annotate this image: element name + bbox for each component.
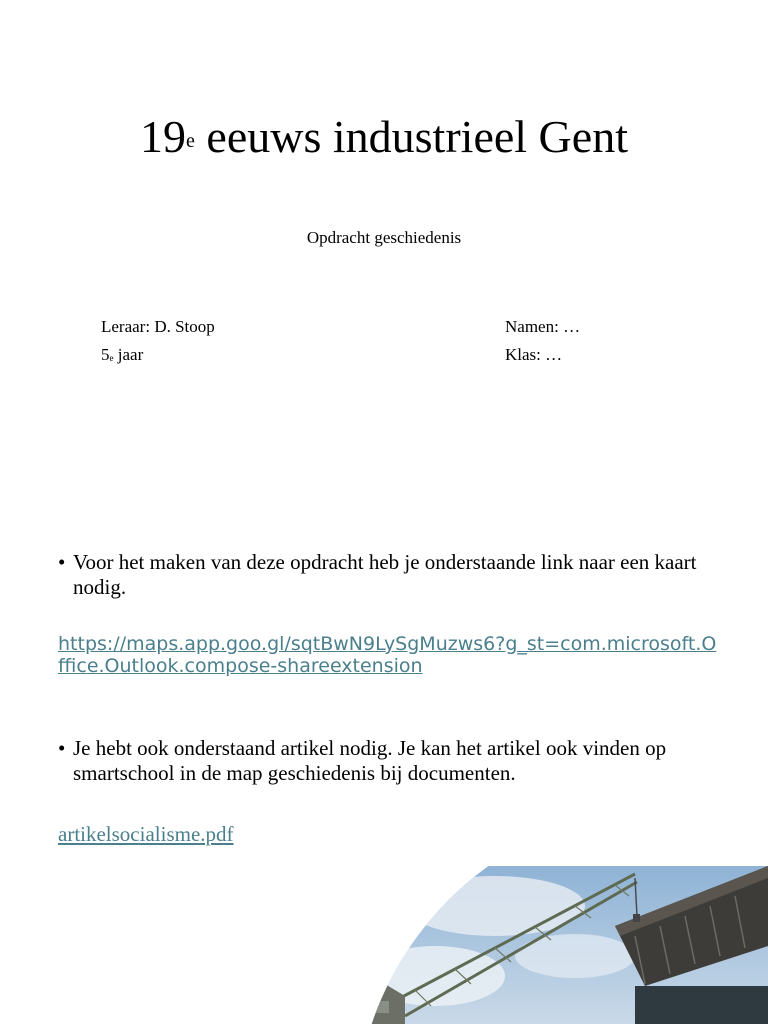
map-link[interactable]: https://maps.app.goo.gl/sqtBwN9LySgMuzws6?g_st=com.microsoft.Office.Outlook.compose-shareextension — [58, 633, 717, 677]
class-field: Klas: … — [505, 345, 563, 364]
subtitle: Opdracht geschiedenis — [306, 228, 462, 247]
crane-photo-illustration — [345, 866, 768, 1024]
article-pdf-link[interactable]: artikelsocialisme.pdf — [58, 822, 234, 846]
bullet-map-instruction: • Voor het maken van deze opdracht heb je onderstaande link naar een kaart nodig. — [58, 550, 697, 599]
names-field: Namen: … — [505, 317, 581, 336]
crane-photo — [345, 866, 768, 1024]
bullet-icon: • — [58, 736, 66, 760]
teacher-info — [101, 313, 215, 369]
bullet-icon: • — [58, 550, 66, 574]
bullet-article-instruction: • Je hebt ook onderstaand artikel nodig. Je kan het artikel ook vinden op smartschool in de map geschiedenis bij documenten. — [58, 736, 667, 785]
student-info — [505, 313, 580, 369]
year-label: 5e jaar — [101, 345, 144, 364]
page-title: 19e eeuws industrieel Gent — [140, 111, 628, 162]
teacher-label: Leraar: D. Stoop — [101, 317, 215, 336]
